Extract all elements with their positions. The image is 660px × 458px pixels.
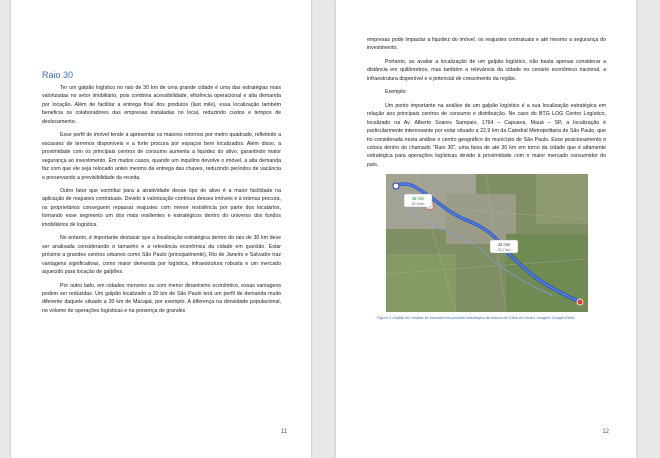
page-number: 12: [602, 429, 609, 435]
left-page-content: [42, 70, 281, 320]
left-page: [11, 0, 311, 458]
paragraph: Um ponto importante na análise de um galpão logístico é a sua localização estratégica em relação aos principais centros de consumo e distribuição. No caso do BTG LOG Centro Logístico, localizado na Av. Alberto Soares Sampaio, 1764 – Capuava, Mauá – SP, a localização é particularmente interessante por estar situado a 22,9 km da Catedral Metropolitana de São Paulo, que foi considerada nesta análise o centro geográfico do município de São Paulo. Esse posicionamento o coloca dentro do chamado "Raio 30", uma faixa de até 30 km em torno da cidade que é altamente estratégica para operações logísticas devido à proximidade com o maior mercado consumidor do país.: [367, 102, 606, 168]
paragraph: Outro fator que contribui para a atratividade desse tipo de ativo é a maior facilidade na aplicação de reajustes contratuais. Devido à valorização contínua desses imóveis e à intensa procura, os proprietários conseguem repassar reajustes com menor resistência por parte dos locatários, tornando esse segmento um dos mais resilientes e estratégicos dentro do universo dos fundos imobiliários de logística.: [42, 187, 281, 228]
paragraph: Esse perfil de imóvel tende a apresentar os maiores retornos por metro quadrado, refletindo a escassez de terrenos disponíveis e a forte procura por espaços bem localizados. Além disso, a proximidade com os principais centros de consumo aumenta a liquidez do ativo, garantindo maior segurança ao investimento. Em muitos casos, quando um inquilino devolve o imóvel, a alta demanda faz com que ele seja relocado antes mesmo da entrega das chaves, reduzindo períodos de vacância e preservando a previsibilidade da receita.: [42, 132, 281, 181]
route-badge-mid-time: 42 min: [497, 242, 510, 248]
origin-marker: [393, 183, 399, 189]
paragraph: empresas pode impactar a liquidez do imóvel, os reajustes contratuais e até mesmo a segurança do investimento.: [367, 37, 606, 52]
example-label: Exemplo:: [385, 89, 407, 96]
map-figure: [386, 174, 588, 312]
paragraph: Ter um galpão logístico no raio de 30 km de uma grande cidade é uma das estratégias mais valorizadas no setor imobiliário, pois combina acessibilidade, eficiência operacional e alta demanda por locação. Além de facilitar a entrega final dos produtos (last mile), essa localização também beneficia os colaboradores das empresas instaladas no local, reduzindo custos e tempos de deslocamento.: [42, 85, 281, 125]
page-number: 11: [280, 429, 287, 435]
route-badge-top-time: 45 min: [411, 196, 424, 202]
right-page: [336, 0, 636, 458]
satellite-map: [386, 174, 588, 312]
figure-caption: Figura 1 Galpão em análise se encontra em posição estratégica de menos de 23km do centro. Imagem Google Earth.: [377, 316, 576, 321]
paragraph: No entanto, é importante destacar que a localização estratégica dentro do raio de 30 km deve ser analisada considerando o tamanho e a relevância econômica da cidade em questão. Estar próximo a grandes centros urbanos como São Paulo (principalmente), Rio de Janeiro e Salvador traz vantagens significativas, como maior demanda por logística, infraestrutura robusta e um mercado aquecido para locação de galpões.: [42, 235, 281, 276]
route-badge-mid-distance: 23,7 km: [497, 248, 510, 253]
right-page-content: [367, 36, 606, 321]
destination-marker: [577, 299, 583, 305]
paragraph: Por outro lado, em cidades menores ou com menor dinamismo econômico, essas vantagens podem ser reduzidas. Um galpão localizado a 30 km de São Paulo terá um perfil de demanda muito diferente daquele situado a 30 km de Macapá, por exemplo. A diferença na densidade populacional, no volume de operações logísticas e na presença de grandes: [42, 282, 281, 314]
paragraph: Portanto, ao avaliar a localização de um galpão logístico, não basta apenas considerar a distância em quilômetros, mas também a relevância da cidade no cenário econômico nacional, a infraestrutura disponível e o potencial de crescimento da região.: [367, 58, 606, 82]
section-title: Raio 30: [42, 70, 74, 80]
route-badge-top-distance: 22,9 km: [411, 202, 424, 207]
